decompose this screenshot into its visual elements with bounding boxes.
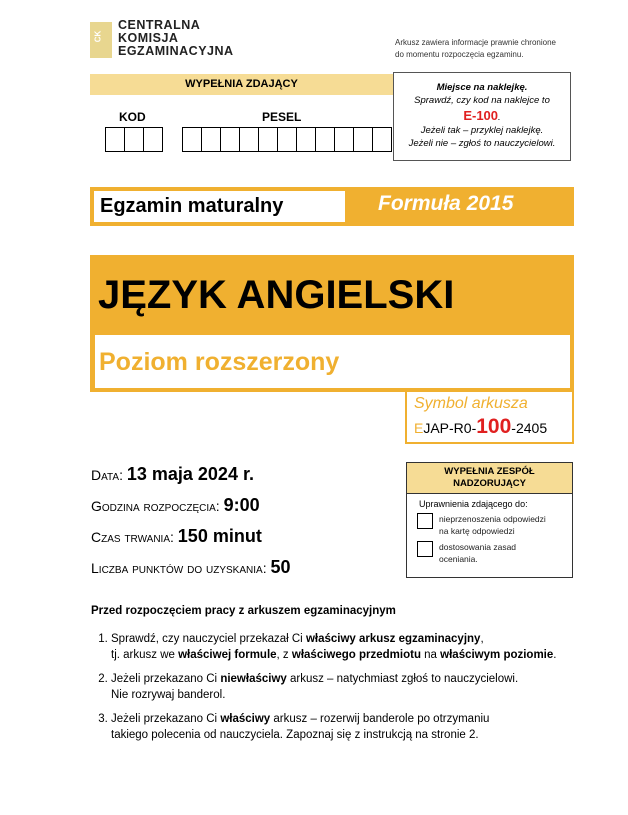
sticker-area[interactable] bbox=[393, 72, 571, 161]
instructions-heading: Przed rozpoczęciem pracy z arkuszem egzaminacyjnym bbox=[91, 605, 396, 617]
digit-box[interactable] bbox=[373, 128, 391, 151]
digit-box[interactable] bbox=[335, 128, 354, 151]
symbol-suffix: -2405 bbox=[511, 420, 548, 436]
instruction-text: właściwym poziomie bbox=[440, 649, 554, 661]
symbol-label: Symbol arkusza bbox=[414, 395, 528, 412]
sticker-line: Jeżeli tak – przyklej naklejkę. bbox=[420, 125, 544, 136]
info-value: 9:00 bbox=[223, 495, 260, 515]
instruction-text: . bbox=[553, 649, 557, 661]
instruction-text: właściwy bbox=[220, 713, 271, 725]
digit-box[interactable] bbox=[354, 128, 373, 151]
pesel-label: PESEL bbox=[262, 110, 302, 124]
info-label: Data: bbox=[91, 467, 123, 483]
instruction-text: takiego polecenia od nauczyciela. Zapoznaj się z instrukcją na stronie 2. bbox=[111, 729, 479, 741]
supervisors-header bbox=[407, 463, 572, 494]
note-line: do momentu rozpoczęcia egzaminu. bbox=[395, 50, 524, 59]
digit-box[interactable] bbox=[202, 128, 221, 151]
instruction-text: właściwy arkusz egzaminacyjny bbox=[305, 633, 481, 645]
sheet-symbol-box bbox=[405, 392, 574, 444]
info-value: 50 bbox=[270, 557, 291, 577]
info-label: Liczba punktów do uzyskania: bbox=[91, 560, 267, 576]
digit-box[interactable] bbox=[278, 128, 297, 151]
logo-line: EGZAMINACYJNA bbox=[118, 44, 234, 58]
instruction-item bbox=[111, 631, 571, 663]
instruction-text: Sprawdź, czy nauczyciel przekazał Ci bbox=[111, 633, 306, 645]
header-line: WYPEŁNIA ZESPÓŁ bbox=[444, 466, 535, 477]
digit-box[interactable] bbox=[297, 128, 316, 151]
digit-box[interactable] bbox=[240, 128, 259, 151]
logo-line: KOMISJA bbox=[118, 31, 179, 45]
supervisors-box bbox=[406, 462, 573, 578]
instruction-text: , z bbox=[276, 649, 292, 661]
option-text: nieprzenoszenia odpowiedzi bbox=[439, 514, 546, 524]
instruction-text: arkusz – rozerwij banderole po otrzymaniu bbox=[270, 713, 490, 725]
option-text: dostosowania zasad bbox=[439, 542, 517, 552]
info-label: Godzina rozpoczęcia: bbox=[91, 498, 220, 514]
info-value: 150 minut bbox=[177, 526, 262, 546]
sticker-code: E-100 bbox=[463, 108, 499, 123]
confidentiality-note bbox=[395, 37, 556, 61]
sticker-title: Miejsce na naklejkę. bbox=[436, 82, 528, 93]
option-text: oceniania. bbox=[439, 554, 478, 564]
option-adjusted-grading[interactable] bbox=[417, 541, 572, 565]
instruction-text: Nie rozrywaj banderol. bbox=[111, 689, 226, 701]
info-points bbox=[91, 557, 291, 578]
kod-input-boxes[interactable] bbox=[105, 127, 163, 152]
sticker-line: Sprawdź, czy kod na naklejce to bbox=[414, 95, 550, 106]
info-duration bbox=[91, 526, 262, 547]
candidate-fill-header: WYPEŁNIA ZDAJĄCY bbox=[90, 74, 393, 95]
symbol-code bbox=[414, 415, 572, 439]
digit-box[interactable] bbox=[183, 128, 202, 151]
subject-block bbox=[90, 255, 574, 392]
instruction-text: tj. arkusz we bbox=[111, 649, 179, 661]
digit-box[interactable] bbox=[259, 128, 278, 151]
cke-logo-text bbox=[118, 19, 234, 58]
instruction-item bbox=[111, 711, 571, 743]
info-value: 13 maja 2024 r. bbox=[126, 464, 254, 484]
exam-level: Poziom rozszerzony bbox=[95, 335, 570, 388]
subject-title: JĘZYK ANGIELSKI bbox=[98, 273, 455, 317]
exam-type-bar bbox=[90, 187, 574, 226]
instruction-text: arkusz – natychmiast zgłoś to nauczycielowi. bbox=[286, 673, 519, 685]
checkbox[interactable] bbox=[417, 513, 433, 529]
instruction-text: Jeżeli przekazano Ci bbox=[111, 673, 221, 685]
instruction-text: niewłaściwy bbox=[220, 673, 287, 685]
symbol-e: E bbox=[414, 420, 424, 436]
header-line: NADZORUJĄCY bbox=[453, 478, 526, 489]
digit-box[interactable] bbox=[221, 128, 240, 151]
exam-formula: Formuła 2015 bbox=[378, 192, 514, 215]
pesel-input-boxes[interactable] bbox=[182, 127, 392, 152]
info-date bbox=[91, 464, 254, 485]
digit-box[interactable] bbox=[106, 128, 125, 151]
symbol-number: 100 bbox=[476, 415, 512, 438]
option-text: na kartę odpowiedzi bbox=[439, 526, 515, 536]
supervisors-intro: Uprawnienia zdającego do: bbox=[419, 499, 528, 509]
instruction-text: na bbox=[420, 649, 441, 661]
logo-mark-text: CK bbox=[93, 30, 103, 43]
instruction-item bbox=[111, 671, 571, 703]
logo-line: CENTRALNA bbox=[118, 18, 201, 32]
info-label: Czas trwania: bbox=[91, 529, 174, 545]
sticker-line: Jeżeli nie – zgłoś to nauczycielowi. bbox=[408, 138, 556, 149]
digit-box[interactable] bbox=[316, 128, 335, 151]
instruction-text: , bbox=[480, 633, 484, 645]
checkbox[interactable] bbox=[417, 541, 433, 557]
instruction-text: właściwego przedmiotu bbox=[291, 649, 421, 661]
sticker-dot: . bbox=[498, 112, 501, 123]
info-start-time bbox=[91, 495, 260, 516]
instruction-text: Jeżeli przekazano Ci bbox=[111, 713, 221, 725]
instruction-text: właściwej formule bbox=[178, 649, 277, 661]
digit-box[interactable] bbox=[144, 128, 162, 151]
symbol-prefix: JAP-R0- bbox=[423, 420, 477, 436]
exam-type: Egzamin maturalny bbox=[94, 191, 345, 222]
cke-logo-mark bbox=[90, 22, 112, 58]
note-line: Arkusz zawiera informacje prawnie chronione bbox=[395, 38, 556, 47]
instructions bbox=[91, 603, 571, 751]
digit-box[interactable] bbox=[125, 128, 144, 151]
kod-label: KOD bbox=[119, 110, 146, 124]
option-no-transfer[interactable] bbox=[417, 513, 572, 537]
